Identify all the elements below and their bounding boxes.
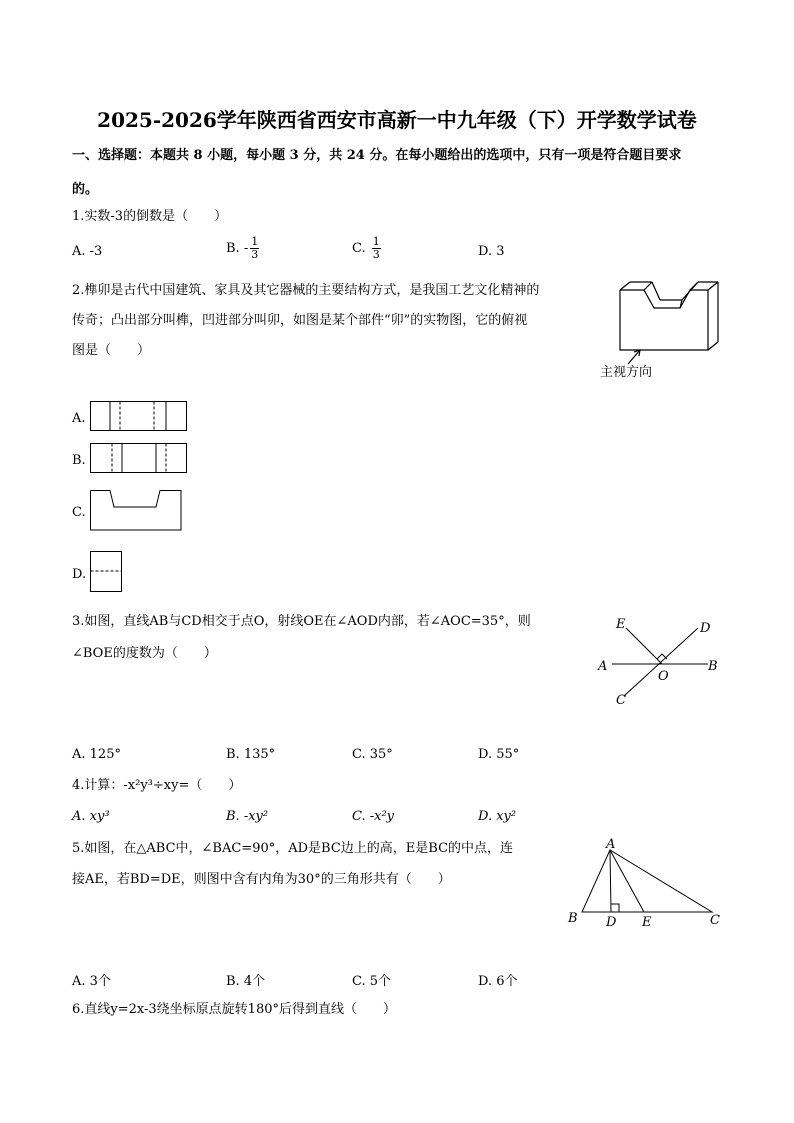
point-b-label: B bbox=[568, 911, 578, 926]
q2-option-c-figure[interactable] bbox=[90, 490, 184, 532]
q5-option-c[interactable]: C. 5个 bbox=[352, 974, 392, 989]
right-angle-mark bbox=[611, 904, 619, 912]
q1-option-a[interactable]: A. -3 bbox=[72, 244, 103, 259]
line-cd bbox=[624, 628, 698, 696]
point-e-label: E bbox=[642, 915, 652, 930]
point-b-label: B bbox=[708, 659, 718, 674]
question-4-stem: 4.计算：-x²y³÷xy=（ ） bbox=[72, 778, 242, 793]
fraction-denominator: 3 bbox=[251, 248, 259, 261]
q3-option-b[interactable]: B. 135° bbox=[226, 747, 276, 762]
fraction-denominator: 3 bbox=[372, 248, 380, 261]
point-c-label: C bbox=[616, 693, 626, 708]
section-header-cont: 的。 bbox=[72, 182, 99, 197]
triangle-abc bbox=[582, 850, 712, 912]
q2-option-b-figure[interactable] bbox=[90, 443, 188, 475]
q5-option-d[interactable]: D. 6个 bbox=[478, 974, 518, 989]
page-title: 2025-2026学年陕西省西安市高新一中九年级（下）开学数学试卷 bbox=[97, 108, 697, 132]
q4-option-d[interactable]: D. xy² bbox=[478, 809, 517, 824]
question-2-line3: 图是（ ） bbox=[72, 343, 151, 358]
q4-option-b[interactable]: B. -xy² bbox=[226, 809, 269, 824]
question-3-line1: 3.如图，直线AB与CD相交于点O，射线OE在∠AOD内部，若∠AOC=35°，则 bbox=[72, 614, 531, 629]
q5-option-b[interactable]: B. 4个 bbox=[226, 974, 266, 989]
question-3-line2: ∠BOE的度数为（ ） bbox=[72, 646, 217, 661]
ray-oe bbox=[626, 628, 662, 664]
point-c-label: C bbox=[710, 913, 720, 928]
q3-option-d[interactable]: D. 55° bbox=[478, 747, 520, 762]
q2-option-c-label[interactable]: C. bbox=[72, 505, 86, 520]
question-6-stem: 6.直线y=2x-3绕坐标原点旋转180°后得到直线（ ） bbox=[72, 1002, 396, 1017]
q3-option-c[interactable]: C. 35° bbox=[352, 747, 393, 762]
q1-option-c[interactable] bbox=[352, 236, 381, 261]
question-5-line2: 接AE，若BD=DE，则图中含有内角为30°的三角形共有（ ） bbox=[72, 872, 451, 887]
viewing-direction-label: 主视方向 bbox=[600, 365, 653, 380]
median-ae bbox=[610, 850, 644, 912]
point-d-label: D bbox=[606, 915, 617, 930]
q2-option-a-figure[interactable] bbox=[90, 401, 188, 433]
fraction bbox=[372, 236, 381, 261]
q1-option-b-prefix: B. - bbox=[226, 241, 249, 256]
q2-option-a-label[interactable]: A. bbox=[72, 411, 86, 426]
q1-option-c-prefix: C. bbox=[352, 241, 370, 256]
point-e-label: E bbox=[616, 617, 626, 632]
q4-option-a[interactable]: A. xy³ bbox=[72, 809, 110, 824]
point-d-label: D bbox=[700, 621, 711, 636]
q3-angle-figure bbox=[596, 614, 726, 710]
question-1-stem: 1.实数-3的倒数是（ ） bbox=[72, 209, 228, 224]
q1-option-b[interactable] bbox=[226, 236, 259, 261]
q5-triangle-figure bbox=[566, 838, 728, 932]
question-2-line1: 2.榫卯是古代中国建筑、家具及其它器械的主要结构方式，是我国工艺文化精神的 bbox=[72, 283, 540, 298]
section-header: 一、选择题：本题共 8 小题，每小题 3 分，共 24 分。在每小题给出的选项中，只有一项是符合题目要求 bbox=[72, 148, 682, 163]
altitude-ad bbox=[610, 850, 611, 912]
q2-option-b-label[interactable]: B. bbox=[72, 453, 86, 468]
fraction bbox=[250, 236, 259, 261]
q4-option-c[interactable]: C. -x²y bbox=[352, 809, 395, 824]
q2-option-d-label[interactable]: D. bbox=[72, 567, 87, 582]
q5-option-a[interactable]: A. 3个 bbox=[72, 974, 111, 989]
point-a-label: A bbox=[606, 837, 616, 852]
question-5-line1: 5.如图，在△ABC中，∠BAC=90°，AD是BC边上的高，E是BC的中点，连 bbox=[72, 841, 514, 856]
q1-option-d[interactable]: D. 3 bbox=[478, 244, 505, 259]
fraction-numerator: 1 bbox=[251, 235, 259, 248]
point-o-label: O bbox=[658, 669, 669, 684]
question-2-line2: 传奇；凸出部分叫榫，凹进部分叫卯，如图是某个部件“卯”的实物图，它的俯视 bbox=[72, 313, 528, 328]
fraction-numerator: 1 bbox=[372, 235, 380, 248]
q3-option-a[interactable]: A. 125° bbox=[72, 747, 121, 762]
q2-option-d-figure[interactable] bbox=[90, 551, 124, 595]
point-a-label: A bbox=[598, 659, 608, 674]
